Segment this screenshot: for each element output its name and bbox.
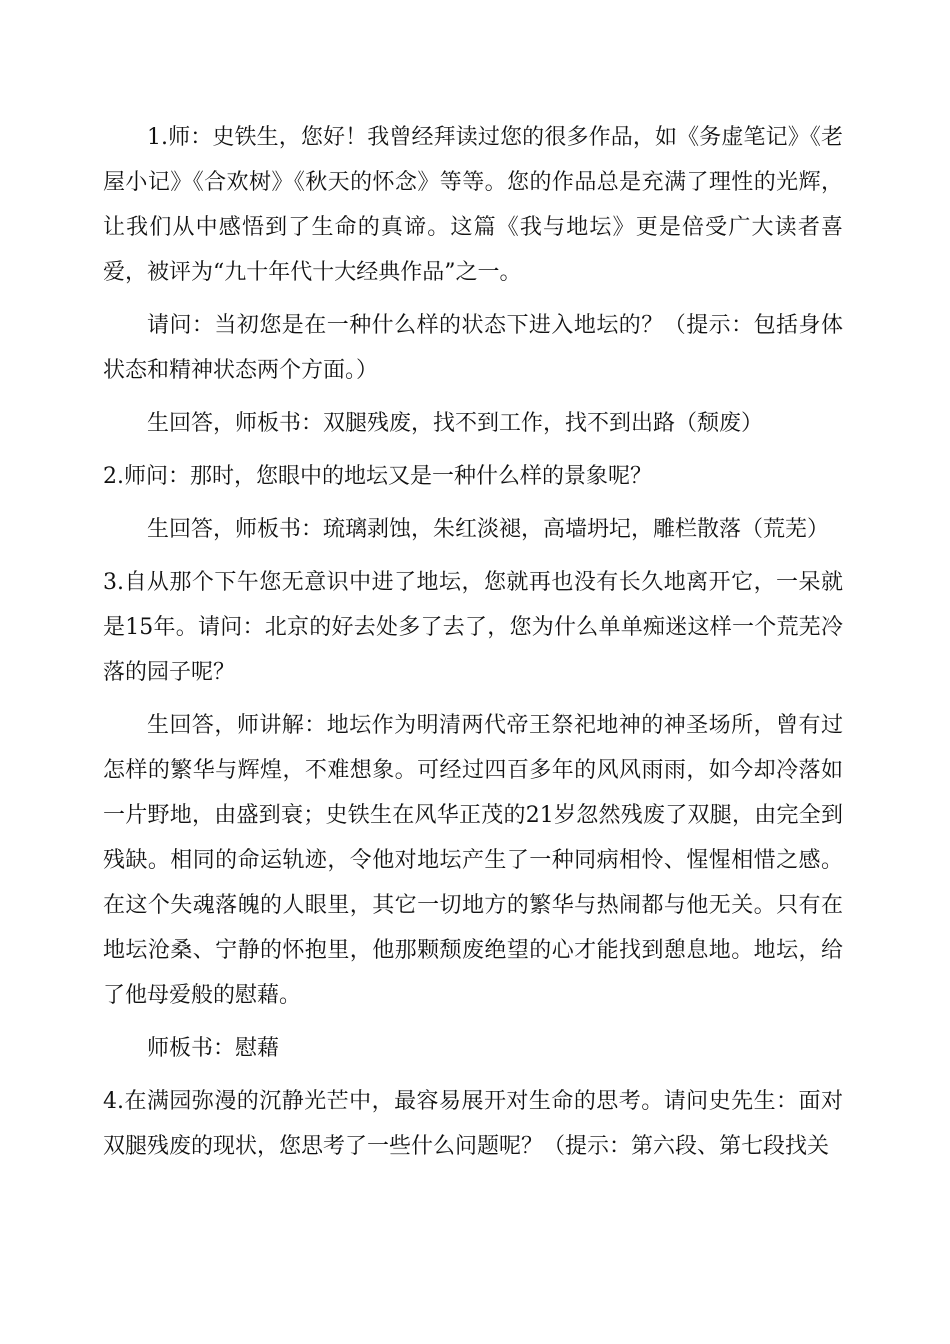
paragraph-4: 2.师问：那时，您眼中的地坛又是一种什么样的景象呢？ [103, 464, 652, 489]
paragraph-7: 生回答，师讲解：地坛作为明清两代帝王祭祀地神的神圣场所，曾有过怎样的繁华与辉煌，不难想象。可经过四百多年的风风雨雨，如今却冷落如一片野地，由盛到衰；史铁生在风华正茂的21岁忽然残废了双腿，由完全到残缺。相同的命运轨迹，令他对地坛产生了一种同病相怜、惺惺相惜之感。在这个失魂落魄的人眼里，其它一切地方的繁华与热闹都与他无关。只有在地坛沧桑、宁静的怀抱里，他那颗颓废绝望的心才能找到憩息地。地坛，给了他母爱般的慰藉。 [103, 713, 843, 1008]
document-body [103, 115, 843, 1177]
paragraph-2: 请问：当初您是在一种什么样的状态下进入地坛的？（提示：包括身体状态和精神状态两个方面。） [103, 313, 843, 383]
paragraph-5: 生回答，师板书：琉璃剥蚀，朱红淡褪，高墙坍圮，雕栏散落（荒芜） [147, 517, 830, 542]
paragraph-6: 3.自从那个下午您无意识中进了地坛，您就再也没有长久地离开它，一呆就是15年。请问：北京的好去处多了去了，您为什么单单痴迷这样一个荒芜冷落的园子呢？ [103, 570, 843, 685]
paragraph-8: 师板书：慰藉 [147, 1036, 280, 1061]
paragraph-3: 生回答，师板书：双腿残废，找不到工作，找不到出路（颓废） [147, 411, 764, 436]
paragraph-1: 1.师：史铁生，您好！我曾经拜读过您的很多作品，如《务虚笔记》《老屋小记》《合欢树》《秋天的怀念》等等。您的作品总是充满了理性的光辉，让我们从中感悟到了生命的真谛。这篇《我与地坛》更是倍受广大读者喜爱，被评为“九十年代十大经典作品”之一。 [103, 125, 843, 285]
paragraph-9: 4.在满园弥漫的沉静光芒中，最容易展开对生命的思考。请问史先生：面对双腿残废的现状，您思考了一些什么问题呢？（提示：第六段、第七段找关 [103, 1089, 843, 1159]
